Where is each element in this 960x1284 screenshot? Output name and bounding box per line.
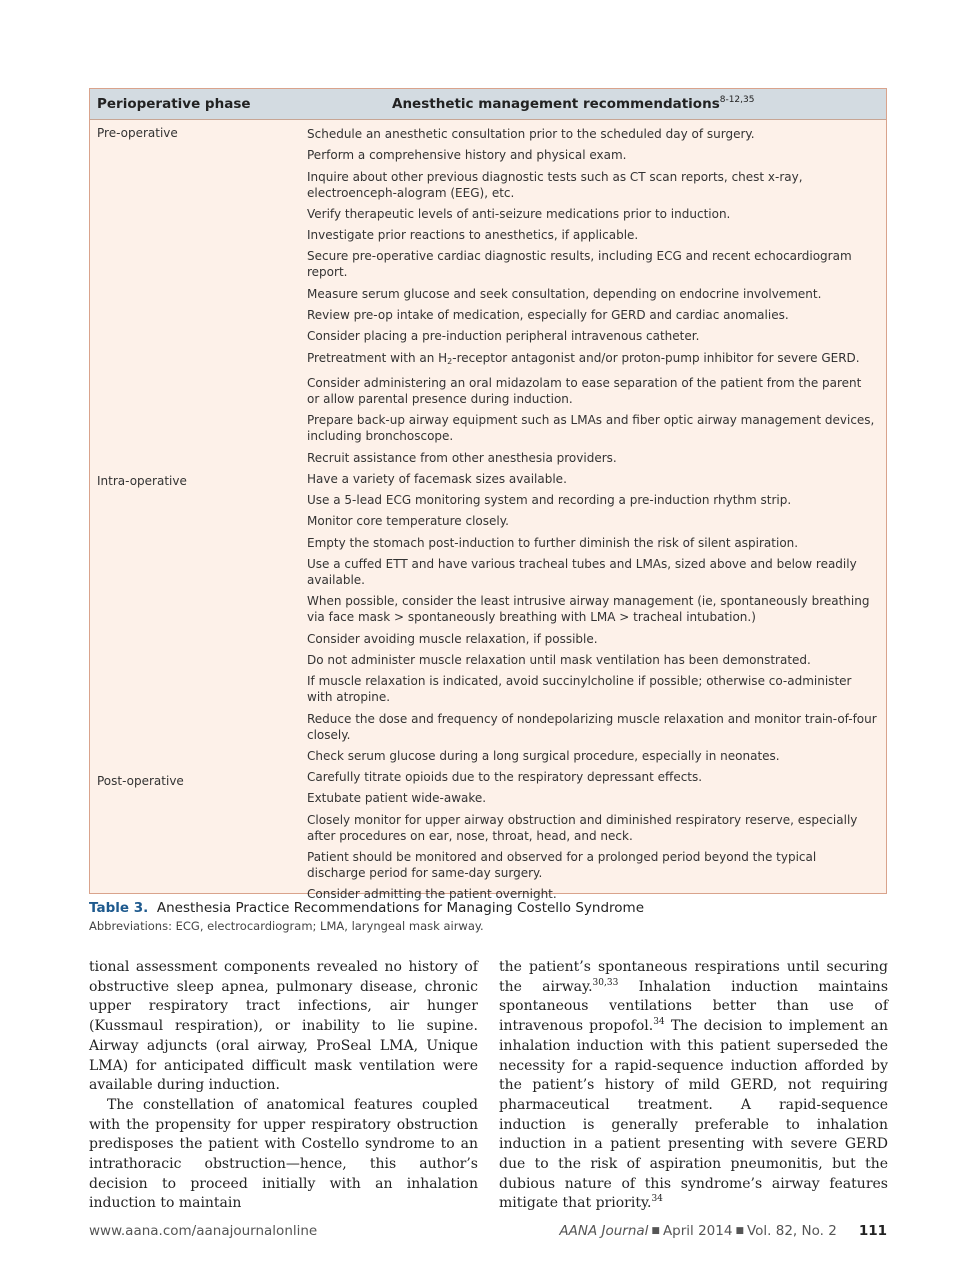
recommendation-item: Consider administering an oral midazolam to ease separation of the patient from the parent or allow parental presence during induction. (307, 375, 862, 406)
phase-pre-operative: Pre-operative (97, 126, 178, 140)
recommendation-item: Check serum glucose during a long surgical procedure, especially in neonates. (307, 748, 780, 763)
recommendation-item: Verify therapeutic levels of anti-seizure medications prior to induction. (307, 206, 731, 221)
header-phase: Perioperative phase (97, 96, 251, 112)
recommendation-item: Recruit assistance from other anesthesia providers. (307, 450, 617, 465)
recommendation-list (307, 126, 877, 908)
recommendations-table (89, 88, 887, 902)
recommendation-item: Consider placing a pre-induction peripheral intravenous catheter. (307, 329, 700, 344)
citation: 30,33 (592, 977, 619, 988)
recommendation-item: Secure pre-operative cardiac diagnostic results, including ECG and recent echocardiogram report. (307, 249, 852, 280)
recommendation-item: Have a variety of facemask sizes available. (307, 471, 567, 486)
recommendation-item: Use a cuffed ETT and have various tracheal tubes and LMAs, sized above and below readily available. (307, 557, 857, 588)
journal-url[interactable]: www.aana.com/aanajournalonline (89, 1223, 318, 1239)
recommendation-item: Consider avoiding muscle relaxation, if possible. (307, 631, 598, 646)
recommendation-item: Perform a comprehensive history and physical exam. (307, 148, 627, 163)
body-paragraph: The constellation of anatomical features coupled with the propensity for upper respiratory obstruction predisposes the patient with Costello syndrome to an intrathoracic obstruction—hence, this author’s decision to proceed initially with an inhalation induction to maintain (89, 1096, 478, 1212)
caption-title: Table 3. Anesthesia Practice Recommendations for Managing Costello Syndrome (89, 900, 645, 916)
recommendation-item: If muscle relaxation is indicated, avoid succinylcholine if possible; otherwise co-administer with atropine. (307, 674, 852, 705)
citation: 34 (653, 1017, 665, 1028)
recommendation-item: Inquire about other previous diagnostic tests such as CT scan reports, chest x-ray, electroenceph-alogram (EEG), etc. (307, 169, 803, 200)
recommendation-item: Closely monitor for upper airway obstruction and diminished respiratory reserve, especially after procedures on ear, nose, throat, head, and neck. (307, 812, 858, 843)
recommendation-item: Carefully titrate opioids due to the respiratory depressant effects. (307, 770, 703, 785)
recommendation-item: Consider admitting the patient overnight. (307, 887, 557, 902)
caption-abbreviations: Abbreviations: ECG, electrocardiogram; LMA, laryngeal mask airway. (89, 919, 484, 933)
recommendation-item: Use a 5-lead ECG monitoring system and recording a pre-induction rhythm strip. (307, 493, 792, 508)
recommendation-item: Reduce the dose and frequency of nondepolarizing muscle relaxation and monitor train-of-four closely. (307, 711, 877, 742)
header-reference: 8-12,35 (719, 95, 755, 105)
recommendation-item: Patient should be monitored and observed for a prolonged period beyond the typical discharge period for same-day surgery. (307, 850, 817, 881)
page-number: 111 (858, 1223, 887, 1239)
body-paragraph: tional assessment components revealed no history of obstructive sleep apnea, pulmonary disease, chronic upper respiratory tract infections, air hunger (Kussmaul respiration), or inability to lie supine. Airway adjuncts (oral airway, ProSeal LMA, Unique LMA) for anticipated difficult mask ventilation were available during induction. (89, 959, 478, 1094)
recommendation-item: Investigate prior reactions to anesthetics, if applicable. (307, 228, 639, 243)
body-column-right (499, 958, 888, 1214)
recommendation-item: Measure serum glucose and seek consultation, depending on endocrine involvement. (307, 286, 822, 301)
body-paragraph: the patient’s spontaneous respirations until securing the airway.$^{30,33}$ Inhalation induction maintains spontaneous ventilations better than use of intravenous propofol.$^{34}$ The decision to implement an inhalation induction with this patient superseded the necessity for a rapid-sequence induction afforded by the patient’s history of mild GERD, not requiring pharmaceutical treatment. A rapid-sequence induction is generally preferable to inhalation induction in a patient presenting with severe GERD due to the risk of aspiration pneumonitis, but the dubious nature of this syndrome’s airway features mitigate that priority.$^{34}$ (499, 959, 889, 1212)
recommendation-item: Prepare back-up airway equipment such as LMAs and fiber optic airway management devices, including bronchoscope. (307, 413, 875, 444)
body-column-left (89, 958, 478, 1214)
header-recommendations: Anesthetic management recommendations$^{8-12,35}$ (392, 95, 755, 112)
caption-label: Table 3. (89, 900, 149, 916)
recommendation-item: When possible, consider the least intrusive airway management (ie, spontaneously breathing via face mask > spontaneously breathing with LMA > tracheal intubation.) (307, 594, 870, 625)
recommendation-item: Do not administer muscle relaxation until mask ventilation has been demonstrated. (307, 652, 811, 667)
phase-intra-operative: Intra-operative (97, 474, 187, 488)
recommendation-item: Monitor core temperature closely. (307, 514, 509, 529)
recommendation-item: Schedule an anesthetic consultation prior to the scheduled day of surgery. (307, 127, 755, 141)
phase-post-operative: Post-operative (97, 774, 184, 788)
recommendation-item: Extubate patient wide-awake. (307, 791, 487, 806)
citation: 34 (651, 1194, 663, 1205)
journal-citation: AANA Journal ■ April 2014 ■ Vol. 82, No. 2 111 (559, 1223, 887, 1239)
table-header (90, 89, 886, 120)
table-caption (89, 900, 887, 933)
recommendation-item: Pretreatment with an $H_2$-receptor antagonist and/or proton-pump inhibitor for severe GERD. (307, 350, 860, 366)
recommendation-item: Empty the stomach post-induction to further diminish the risk of silent aspiration. (307, 535, 799, 550)
recommendation-item: Review pre-op intake of medication, especially for GERD and cardiac anomalies. (307, 308, 789, 323)
